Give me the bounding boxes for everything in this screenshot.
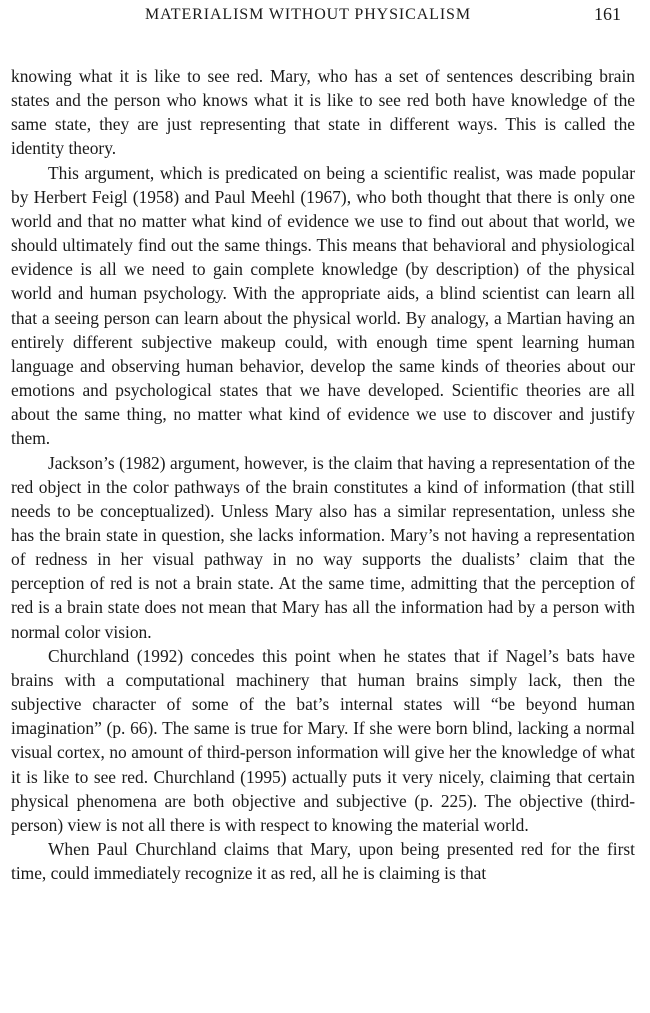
paragraph-churchland-concession: Churchland (1992) concedes this point when he states that if Nagel’s bats have brains with a computational machinery that human brains simply lack, then the subjective character of some of the bat’s internal states will “be beyond human imagination” (p. 66). The same is true for Mary. If she were born blind, lacking a normal visual cortex, no amount of third-person information will give her the knowledge of what it is like to see red. Churchland (1995) actually puts it very nicely, claiming that certain physical phenomena are both objective and subjective (p. 225). The objective (third-person) view is not all there is with respect to knowing the material world. [11,645,635,835]
running-head-title: MATERIALISM WITHOUT PHYSICALISM [145,6,471,23]
body-text [11,64,635,885]
running-header [0,4,650,28]
paragraph-paul-churchland: When Paul Churchland claims that Mary, upon being presented red for the first time, could immediately recognize it as red, all he is claiming is that [11,839,635,884]
paragraph-continuation: knowing what it is like to see red. Mary, who has a set of sentences describing brain states and the person who knows what it is like to see red both have knowledge of the same state, they are just representing that state in different ways. This is called the identity theory. [11,66,635,159]
paragraph-identity-argument: This argument, which is predicated on being a scientific realist, was made popular by Herbert Feigl (1958) and Paul Meehl (1967), who both thought that there is only one world and that no matter what kind of evidence we use to find out about that world, we should ultimately find out the same things. This means that behavioral and physiological evidence is all we need to gain complete knowledge (by description) of the physical world and human psychology. With the appropriate aids, a blind scientist can learn all that a seeing person can learn about the physical world. By analogy, a Martian having an entirely different subjective makeup could, with enough time spent learning human language and observing human behavior, develop the same kinds of theories about our emotions and psychological states that we have developed. Scientific theories are all about the same thing, no matter what kind of evidence we use to discover and justify them. [11,162,635,449]
page-number: 161 [594,4,621,24]
paragraph-jackson-argument: Jackson’s (1982) argument, however, is the claim that having a representation of the red object in the color pathways of the brain constitutes a kind of information (that still needs to be conceptualized). Unless Mary also has a similar representation, unless she has the brain state in question, she lacks information. Mary’s not having a representation of redness in her visual pathway in no way supports the dualists’ claim that the perception of red is not a brain state. At the same time, admitting that the perception of red is a brain state does not mean that Mary has all the information had by a person with normal color vision. [11,452,635,642]
